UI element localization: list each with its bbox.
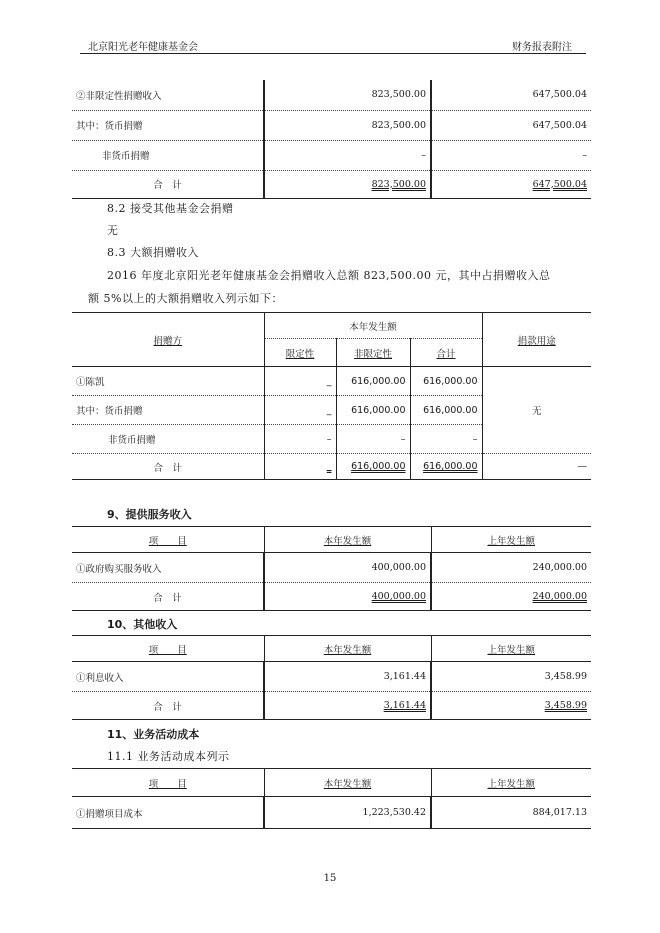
cell-previous: 884,017.13 — [431, 797, 591, 829]
table-row — [72, 110, 591, 140]
cell-unrestricted: 616,000.00 — [351, 461, 406, 472]
header-unrestricted: 非限定性 — [353, 348, 392, 360]
section-11-title: 11、业务活动成本 — [107, 728, 200, 741]
header-item: 项 目 — [148, 644, 187, 656]
cell-current: 823,500.00 — [264, 80, 431, 110]
other-income-table — [72, 635, 591, 720]
cell-current: 3,161.44 — [383, 700, 426, 711]
table-row-total — [72, 692, 591, 720]
table-row — [72, 662, 591, 692]
row-label: ①捐赠项目成本 — [72, 797, 264, 829]
header-current: 本年发生额 — [323, 644, 372, 656]
cell-current: 3,161.44 — [264, 662, 431, 692]
cell-previous: 240,000.00 — [532, 591, 587, 602]
cell-current: – — [264, 140, 431, 170]
cell-current: 823,500.00 — [371, 178, 426, 190]
cell-previous: 647,500.04 — [431, 80, 591, 110]
large-donation-table — [72, 312, 591, 480]
page-number: 15 — [323, 873, 337, 884]
donation-income-table — [72, 80, 591, 199]
cell-unrestricted: 616,000.00 — [336, 396, 410, 425]
service-income-table — [72, 526, 591, 611]
row-label: ①利息收入 — [72, 662, 264, 692]
header-org: 北京阳光老年健康基金会 — [88, 42, 198, 53]
row-label: ①陈凯 — [72, 367, 264, 396]
cell-total: 616,000.00 — [423, 461, 478, 472]
row-label: 合 计 — [72, 583, 264, 611]
section-8-3-line1: 2016 年度北京阳光老年健康基金会捐赠收入总额 823,500.00 元，其中占捐赠收入总 — [107, 269, 551, 282]
table-row — [72, 367, 591, 396]
cell-current: 823,500.00 — [264, 110, 431, 140]
header-doc-title: 财务报表附注 — [512, 42, 572, 53]
cell-restricted: _ — [326, 461, 332, 472]
table-row-total — [72, 583, 591, 611]
cell-unrestricted: – — [336, 425, 410, 454]
activity-cost-table — [72, 768, 591, 829]
section-9-title: 9、提供服务收入 — [107, 508, 192, 521]
cell-current: 1,223,530.42 — [264, 797, 431, 829]
cell-total: 616,000.00 — [410, 396, 482, 425]
cell-restricted: _ — [264, 367, 336, 396]
header-current: 本年发生额 — [323, 535, 372, 547]
header-total: 合计 — [436, 348, 456, 360]
cell-previous: 647,500.04 — [532, 178, 587, 190]
row-label: 其中：货币捐赠 — [72, 110, 264, 140]
table-row — [72, 553, 591, 583]
table-row — [72, 80, 591, 110]
cell-purpose: — — [482, 454, 591, 480]
cell-total: – — [410, 425, 482, 454]
cell-restricted: _ — [264, 396, 336, 425]
header-item: 项 目 — [148, 778, 187, 790]
cell-total: 616,000.00 — [410, 367, 482, 396]
cell-current: 400,000.00 — [264, 553, 431, 583]
row-label: ①政府购买服务收入 — [72, 553, 264, 583]
cell-unrestricted: 616,000.00 — [336, 367, 410, 396]
table-row-total — [72, 454, 591, 480]
section-10-title: 10、其他收入 — [107, 618, 178, 631]
cell-previous: 647,500.04 — [431, 110, 591, 140]
header-current-year: 本年发生额 — [264, 313, 482, 339]
cell-previous: 3,458.99 — [544, 700, 587, 711]
cell-previous: 3,458.99 — [431, 662, 591, 692]
header-purpose: 捐款用途 — [517, 335, 556, 347]
header-previous: 上年发生额 — [487, 778, 535, 790]
header-restricted: 限定性 — [285, 348, 315, 360]
row-label: ②非限定性捐赠收入 — [72, 80, 264, 110]
row-label: 非货币捐赠 — [72, 425, 264, 454]
section-8-3-line2: 额 5%以上的大额捐赠收入列示如下： — [88, 292, 283, 305]
row-label: 其中：货币捐赠 — [72, 396, 264, 425]
section-8-2-body: 无 — [107, 224, 119, 237]
table-row-total — [72, 170, 591, 198]
cell-current: 400,000.00 — [371, 591, 426, 602]
table-row — [72, 797, 591, 829]
row-label: 合 计 — [72, 170, 264, 198]
row-label: 合 计 — [72, 692, 264, 720]
section-8-2-title: 8.2 接受其他基金会捐赠 — [107, 202, 234, 215]
header-donor: 捐赠方 — [153, 335, 182, 347]
header-rule — [80, 53, 586, 54]
cell-purpose: 无 — [482, 367, 591, 454]
cell-restricted: – — [264, 425, 336, 454]
section-11-1-title: 11.1 业务活动成本列示 — [107, 750, 230, 763]
cell-previous: – — [431, 140, 591, 170]
row-label: 合 计 — [72, 454, 264, 480]
header-previous: 上年发生额 — [487, 644, 535, 656]
header-current: 本年发生额 — [323, 778, 372, 790]
header-item: 项 目 — [148, 535, 187, 547]
header-previous: 上年发生额 — [487, 535, 535, 547]
cell-previous: 240,000.00 — [431, 553, 591, 583]
section-8-3-title: 8.3 大额捐赠收入 — [107, 246, 199, 259]
row-label: 非货币捐赠 — [72, 140, 264, 170]
table-row — [72, 140, 591, 170]
